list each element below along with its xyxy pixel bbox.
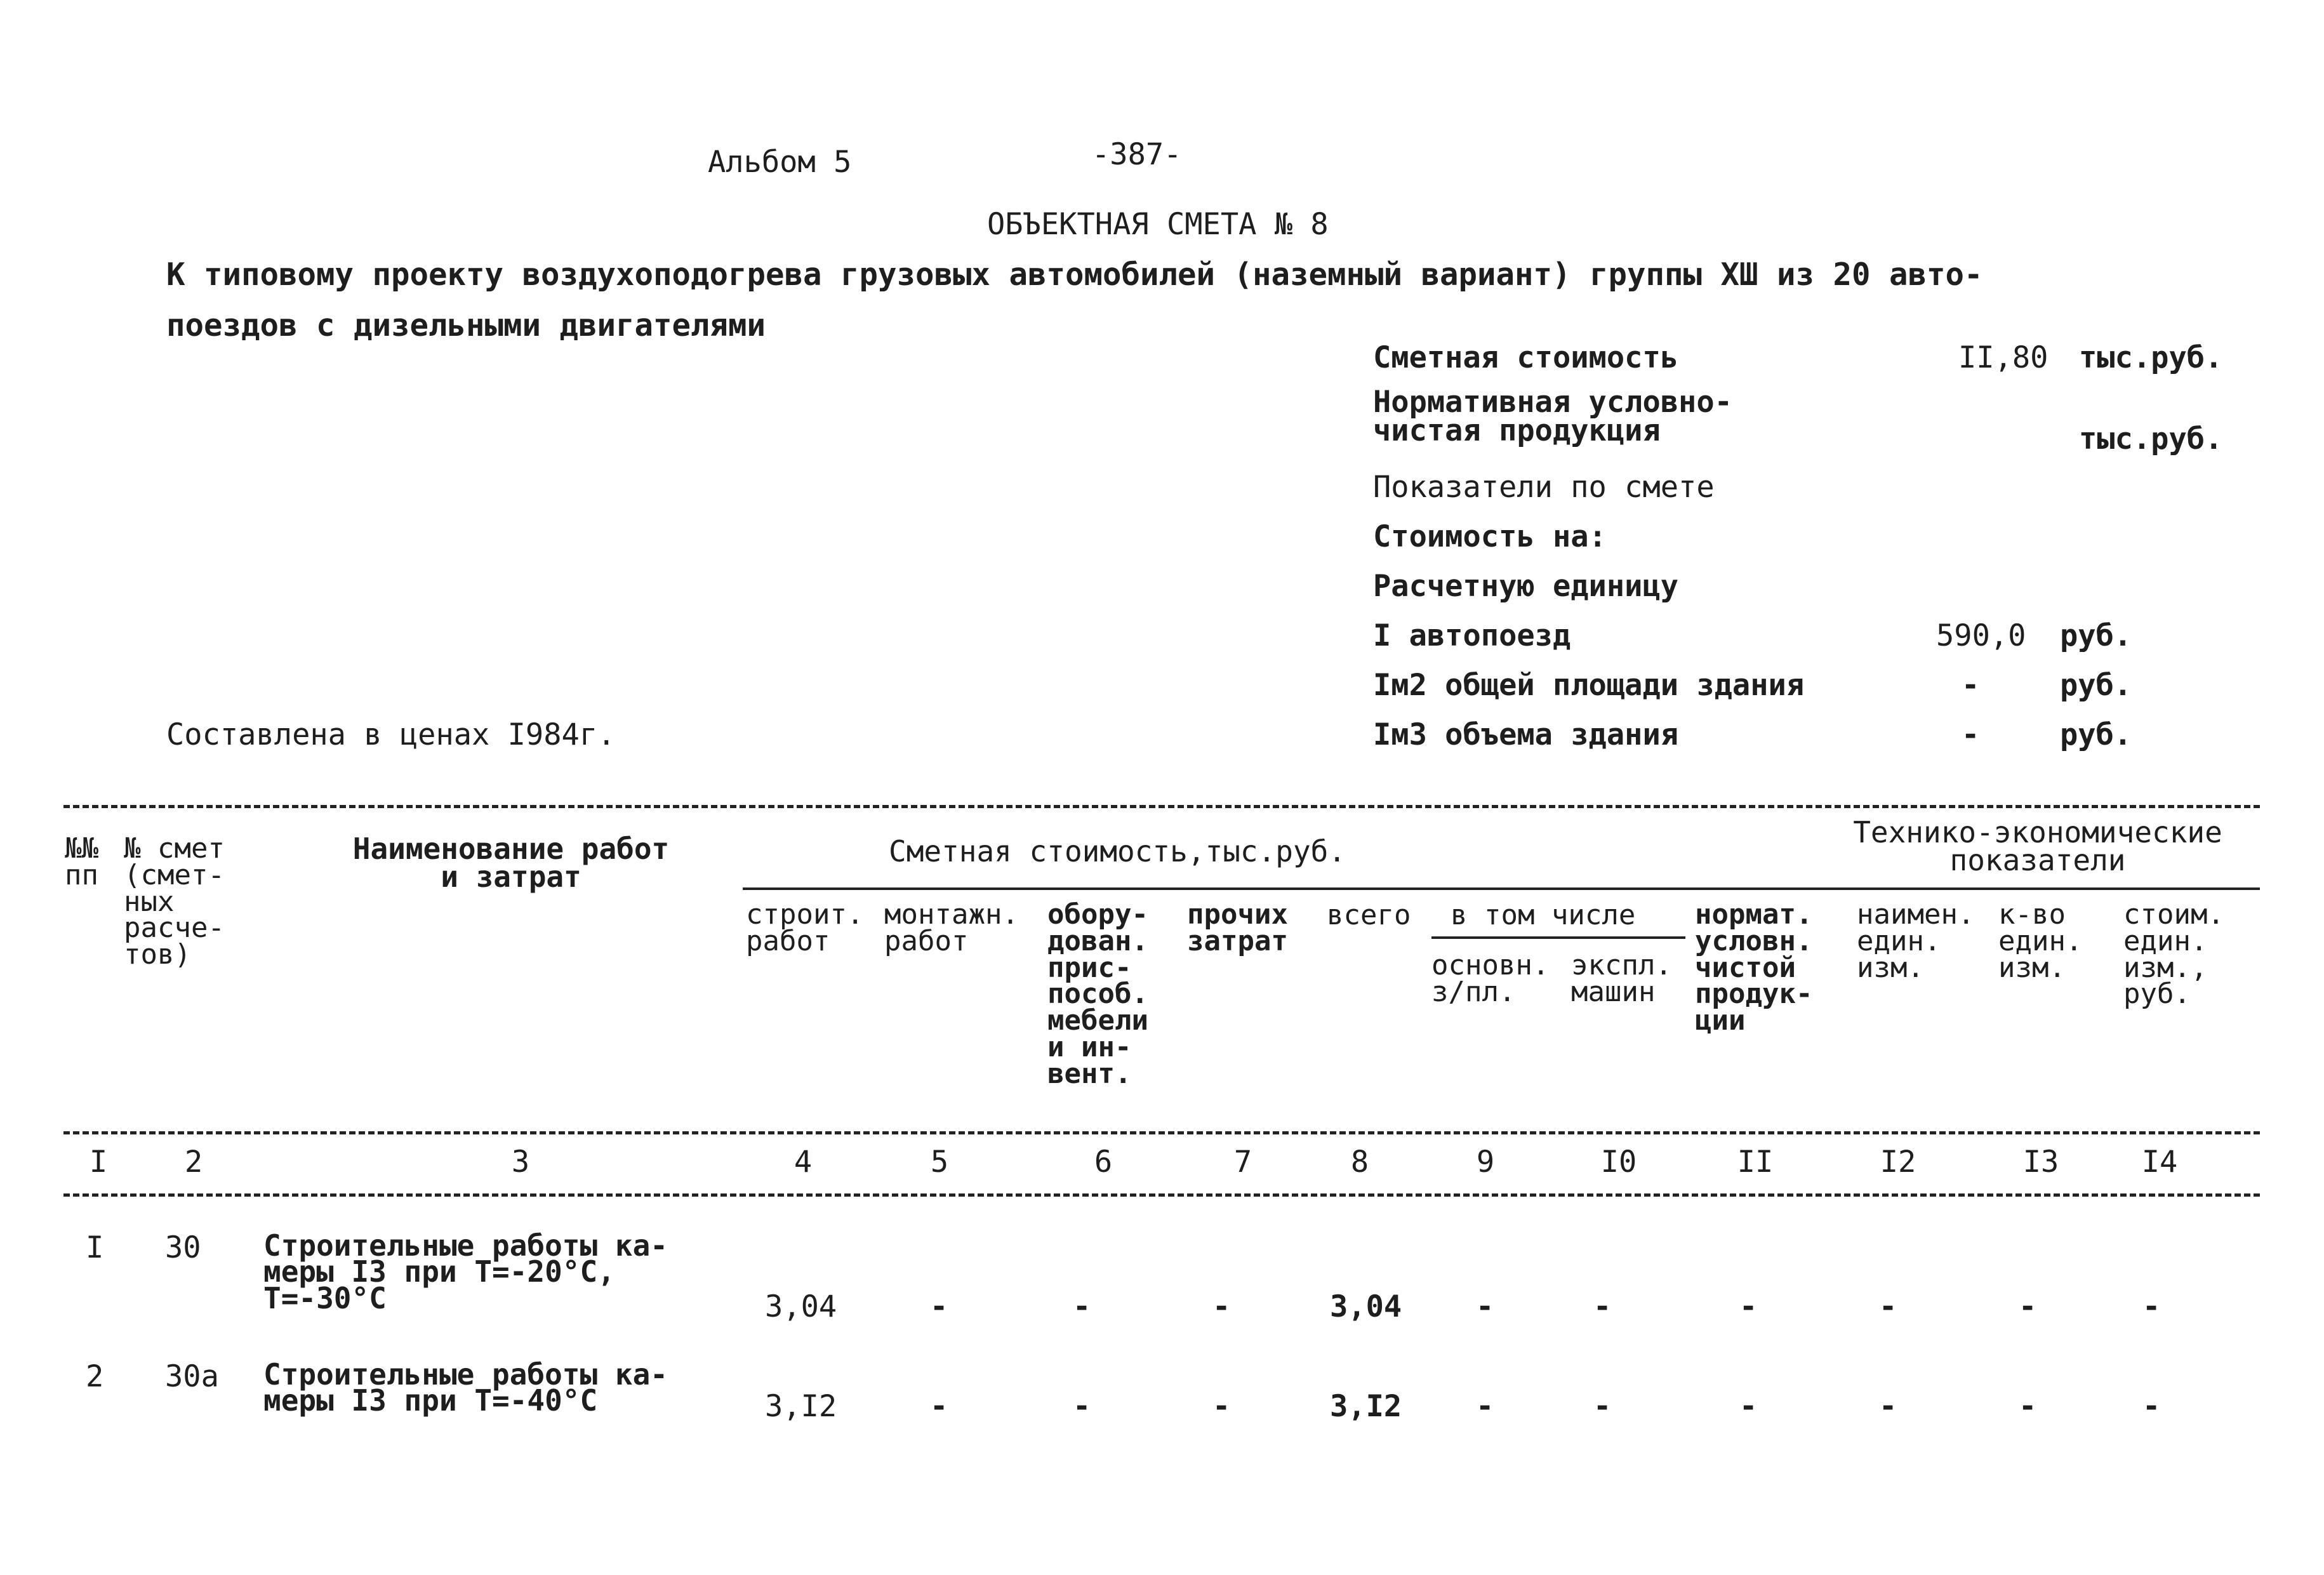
norm-unit: тыс.руб.	[2079, 422, 2223, 456]
row-work-name: Строительные работы ка- меры I3 при Т=-40°С	[263, 1357, 668, 1418]
row-installation-cost: -	[930, 1389, 948, 1424]
column-number: 5	[930, 1145, 949, 1180]
col-header-name: Наименование работ и затрат	[352, 832, 670, 894]
col-header-construction: строит. работ	[746, 898, 864, 957]
col-header-estimate: № смет (смет- ных расче- тов)	[124, 832, 225, 971]
area-value: -	[1962, 668, 1980, 703]
row-number: I	[86, 1230, 104, 1265]
col-header-unit-name: наимен. един. изм.	[1857, 898, 1975, 984]
row-unit-cost: -	[2142, 1289, 2161, 1324]
row-other-cost: -	[1212, 1289, 1231, 1324]
train-label: I автопоезд	[1373, 618, 1571, 653]
col-header-machines: экспл. машин	[1571, 949, 1672, 1008]
column-number: II	[1737, 1145, 1774, 1180]
column-number: 9	[1476, 1145, 1495, 1180]
group-header-tech: Технико-экономические показатели	[1853, 815, 2222, 877]
volume-unit: руб.	[2060, 717, 2132, 752]
group-header-rule	[743, 887, 2260, 890]
row-machines: -	[1593, 1389, 1612, 1424]
numbers-bottom-rule	[63, 1193, 2260, 1197]
row-unit-cost: -	[2142, 1389, 2161, 1424]
document-title: ОБЪЕКТНАЯ СМЕТА № 8	[987, 207, 1329, 242]
column-number: 3	[511, 1145, 530, 1180]
row-number: 2	[86, 1359, 104, 1394]
col-header-total: всего	[1327, 899, 1411, 931]
row-equipment-cost: -	[1073, 1289, 1091, 1324]
group-header-cost: Сметная стоимость,тыс.руб.	[889, 834, 1346, 868]
train-value: 590,0	[1936, 618, 2026, 653]
col-header-unit-cost: стоим. един. изм., руб.	[2123, 898, 2224, 1011]
row-wages: -	[1476, 1289, 1494, 1324]
row-installation-cost: -	[930, 1289, 948, 1324]
indicators-label: Показатели по смете	[1373, 470, 1715, 505]
column-number: 7	[1233, 1145, 1252, 1180]
area-label: Iм2 общей площади здания	[1373, 668, 1805, 703]
prices-note: Составлена в ценах I984г.	[166, 717, 616, 752]
row-norm-product: -	[1739, 1289, 1758, 1324]
col-header-installation: монтажн. работ	[884, 898, 1019, 957]
row-construction-cost: 3,04	[765, 1289, 837, 1324]
cost-value: II,80	[1958, 340, 2048, 375]
row-total-cost: 3,I2	[1330, 1389, 1402, 1424]
row-construction-cost: 3,I2	[765, 1389, 837, 1424]
row-work-name: Строительные работы ка- меры I3 при Т=-20°С, Т=-30°С	[263, 1228, 668, 1315]
cost-unit: тыс.руб.	[2079, 340, 2223, 375]
subject-line-2: поездов с дизельными двигателями	[166, 307, 766, 343]
column-number: 2	[184, 1145, 203, 1180]
row-norm-product: -	[1739, 1389, 1758, 1424]
header-bottom-rule	[63, 1131, 2260, 1134]
column-number: I4	[2141, 1145, 2178, 1180]
column-number: I	[89, 1145, 108, 1180]
column-number: I3	[2022, 1145, 2059, 1180]
volume-value: -	[1962, 717, 1980, 752]
row-estimate-number: 30а	[165, 1359, 219, 1394]
col-header-equipment: обору- дован. прис- пособ. мебели и ин- вент.	[1047, 898, 1148, 1090]
page-number: -387-	[1092, 137, 1182, 172]
col-header-norm-product: нормат. условн. чистой продук- ции	[1695, 898, 1813, 1037]
norm-label: Нормативная условно- чистая продукция	[1373, 385, 1732, 448]
row-unit-count: -	[2019, 1389, 2037, 1424]
col-header-other: прочих затрат	[1187, 898, 1288, 957]
col-header-num: №№ пп	[65, 832, 98, 891]
volume-label: Iм3 объема здания	[1373, 717, 1679, 752]
row-other-cost: -	[1212, 1389, 1231, 1424]
area-unit: руб.	[2060, 668, 2132, 703]
col-header-unit-count: к-во един. изм.	[1998, 898, 2083, 984]
unit-label: Расчетную единицу	[1373, 569, 1679, 604]
column-number: 8	[1350, 1145, 1369, 1180]
row-equipment-cost: -	[1073, 1389, 1091, 1424]
col-header-wages: основн. з/пл.	[1431, 949, 1550, 1008]
column-number: I0	[1600, 1145, 1637, 1180]
row-wages: -	[1476, 1389, 1494, 1424]
column-number: 6	[1094, 1145, 1113, 1180]
table-top-rule	[63, 805, 2260, 808]
column-number: I2	[1880, 1145, 1916, 1180]
row-machines: -	[1593, 1289, 1612, 1324]
col-header-including: в том числе	[1451, 899, 1636, 931]
row-estimate-number: 30	[165, 1230, 201, 1265]
including-rule	[1431, 936, 1685, 939]
cost-label: Сметная стоимость	[1373, 340, 1679, 375]
column-number: 4	[793, 1145, 813, 1180]
train-unit: руб.	[2060, 618, 2132, 653]
album-label: Альбом 5	[708, 145, 852, 180]
row-unit-name: -	[1879, 1389, 1897, 1424]
row-total-cost: 3,04	[1330, 1289, 1402, 1324]
row-unit-name: -	[1879, 1289, 1897, 1324]
cost-on-label: Стоимость на:	[1373, 519, 1607, 554]
subject-line-1: К типовому проекту воздухоподогрева грузовых автомобилей (наземный вариант) группы XШ из 20 авто-	[166, 256, 1983, 293]
row-unit-count: -	[2019, 1289, 2037, 1324]
